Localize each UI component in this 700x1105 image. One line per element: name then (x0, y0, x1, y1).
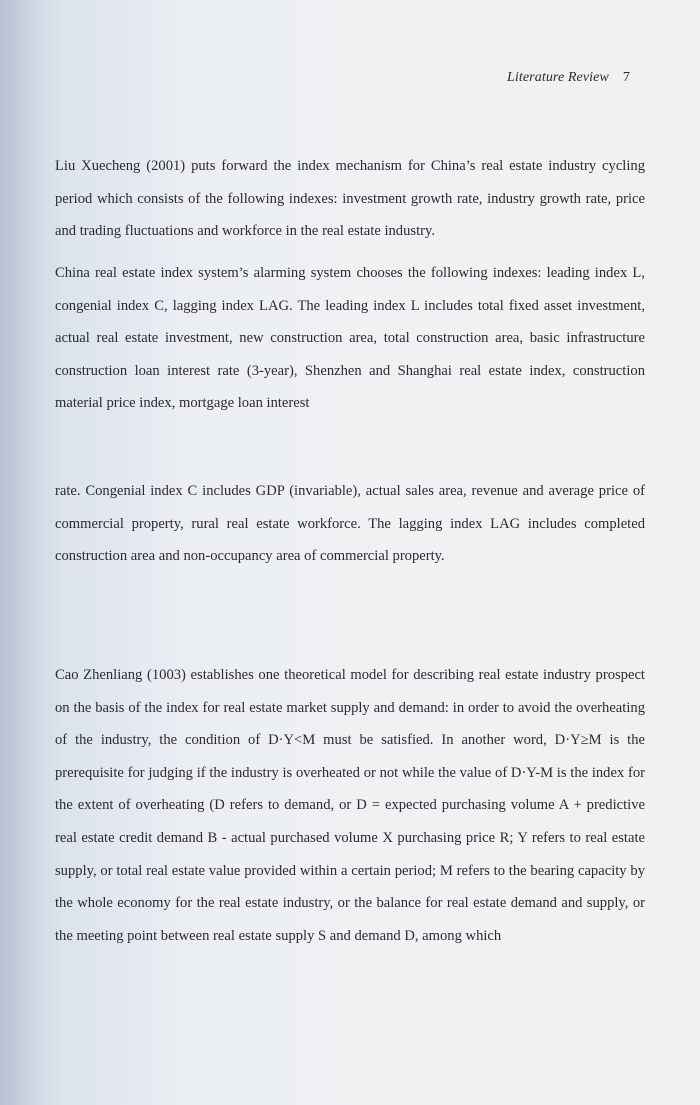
paragraph-cao-zhenliang: Cao Zhenliang (1003) establishes one theoretical model for describing real estate industry prospect on the basis of the index for real estate market supply and demand: in order to avoid the overheating of the industry, the condition of D·Y<M must be satisfied. In another word, D·Y≥M is the prerequisite for judging if the industry is overheated or not while the value of D·Y-M is the index for the extent of overheating (D refers to demand, or D = expected purchasing volume A + predictive real estate credit demand B - actual purchased volume X purchasing price R; Y refers to real estate supply, or total real estate value provided within a certain period; M refers to the bearing capacity by the whole economy for the real estate industry, or the balance for real estate demand and supply, or the meeting point between real estate supply S and demand D, among which (55, 667, 645, 944)
paragraph-index-system: China real estate index system’s alarming system chooses the following indexes: leading index L, congenial index C, lagging index LAG. The leading index L includes total fixed asset investment, actual real estate investment, new construction area, total construction area, basic infrastructure construction loan interest rate (3-year), Shenzhen and Shanghai real estate index, construction material price index, mortgage loan interest (55, 265, 645, 412)
page-number: 7 (622, 70, 630, 85)
paragraph-congenial-lagging: rate. Congenial index C includes GDP (invariable), actual sales area, revenue and average price of commercial property, rural real estate workforce. The lagging index LAG includes completed construction area and non-occupancy area of commercial property. (55, 483, 645, 565)
chapter-title: Literature Review (507, 70, 609, 85)
running-header (507, 70, 630, 86)
page-gutter-shadow (0, 0, 40, 1105)
paragraph-liu-xuecheng: Liu Xuecheng (2001) puts forward the index mechanism for China’s real estate industry cycling period which consists of the following indexes: investment growth rate, industry growth rate, price and trading fluctuations and workforce in the real estate industry. (55, 158, 645, 240)
